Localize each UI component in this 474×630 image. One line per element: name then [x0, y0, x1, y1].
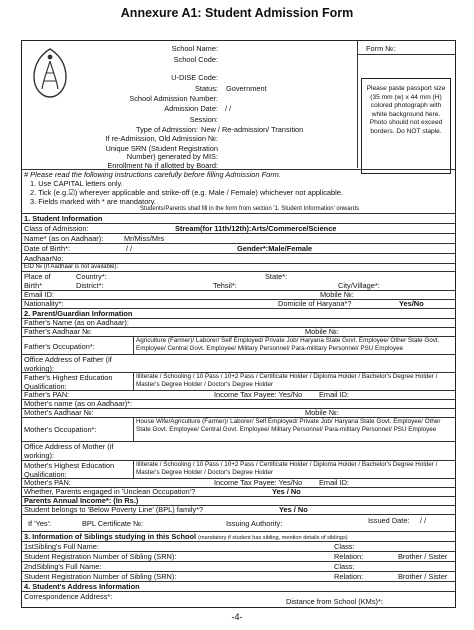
instructions-intro: # Please read the following instructions carefully before filling Admission Form. [24, 170, 281, 179]
instruction-item: 2. Tick (e.g.☑) wherever applicable and strike-off (e.g. Male / Female) whichever not applicable. [30, 188, 343, 197]
place-of-birth-label: Place of [24, 272, 51, 281]
stream-label[interactable]: Stream(for 11th/12th):Arts/Commerce/Science [175, 224, 337, 233]
haryana-emblem-logo [26, 45, 74, 101]
instruction-item: 3. Fields marked with * are mandatory. [30, 197, 156, 206]
instruction-item: 1. Use CAPITAL letters only. [30, 179, 123, 188]
issued-date-label: Issued Date: [368, 516, 410, 525]
class-label: Class of Admission: [24, 224, 89, 233]
sibling-2-class-label: Class: [334, 562, 355, 571]
srn-label-line2: Number) generated by MIS: [126, 152, 218, 161]
unclean-occupation-label: Whether, Parents engaged in 'Unclean Occupation'? [24, 487, 196, 496]
birth-label: Birth* [24, 281, 43, 290]
issued-date-value[interactable]: / / [420, 516, 427, 525]
admission-date-label: Admission Date: [164, 104, 218, 113]
father-education-label: Father's Highest Education Qualification: [24, 373, 113, 391]
admission-date-value[interactable]: / / [225, 104, 232, 113]
readmission-label: If re-Admission, Old Admission №: [105, 134, 218, 143]
father-office-label: Office Address of Father (if working): [24, 355, 112, 373]
form-number-label: Form №: [366, 44, 396, 53]
sibling-1-class-label: Class: [334, 542, 355, 551]
mother-name-label: Mother's name (as on Aadhaar)*: [24, 399, 133, 408]
divider [21, 253, 455, 254]
email-label: Email ID: [24, 290, 54, 299]
father-pan-label: Father's PAN: [24, 390, 70, 399]
salutation-options[interactable]: Mr/Miss/Mrs [124, 234, 165, 243]
distance-label: Distance from School (KMs)*: [286, 597, 383, 606]
mobile-label: Mobile №: [320, 290, 354, 299]
city-label: City/Village*: [338, 281, 380, 290]
photo-placeholder[interactable]: Please paste passport size (35 mm (w) x 44 mm (H) colored photograph with white background here. Photo should not exceed borders. Do NOT staple. [361, 78, 451, 174]
status-value: Government [226, 84, 267, 93]
sibling-2-srn-label: Student Registration Number of Sibling (SRN): [24, 572, 177, 581]
srn-label-line1: Unique SRN (Student Registration [105, 144, 218, 153]
mother-occupation-label: Mother's Occupation*: [24, 425, 97, 434]
section-1-heading: 1. Student Information [24, 214, 103, 223]
section-2-heading: 2. Parent/Guardian Information [24, 309, 133, 318]
bpl-label: Student belongs to 'Below Poverty Line' (BPL) family*? [24, 505, 204, 514]
father-aadhaar-label: Father's Aadhaar №: [24, 327, 93, 336]
issuing-authority-label: Issuing Authority: [226, 519, 283, 528]
father-mobile-label: Mobile №: [305, 327, 339, 336]
domicile-label: Domicile of Haryana*? [278, 299, 352, 308]
aadhaar-label: AadhaarNo: [24, 254, 64, 263]
enrollment-label: Enrollment № if allotted by Board: [107, 161, 218, 170]
mother-email-label: Email ID: [319, 478, 349, 487]
divider [133, 417, 134, 441]
school-name-label: School Name: [171, 44, 218, 53]
father-email-label: Email ID: [319, 390, 349, 399]
dob-label: Date of Birth*: [24, 244, 71, 253]
mother-mobile-label: Mobile №: [305, 408, 339, 417]
sibling-1-srn-label: Student Registration Number of Sibling (SRN): [24, 552, 177, 561]
page-number: -4- [231, 612, 243, 622]
header-divider [357, 40, 358, 168]
gender-options[interactable]: Gender*:Male/Female [237, 244, 313, 253]
section-3-title: 3. Information of Siblings studying in this School [24, 532, 197, 541]
section-3-note: (mandatory if student has sibling, mention details of siblings) [198, 535, 348, 541]
bpl-certificate-label: BPL Certificate №: [82, 519, 144, 528]
admission-type-label: Type of Admission: [135, 125, 198, 134]
eid-label: EID № (If Aadhaar is not available): [24, 264, 119, 270]
state-label: State*: [265, 272, 288, 281]
divider [357, 54, 455, 55]
mother-occupation-options[interactable]: House Wife/Agriculture (Farmer)/ Laborer/ Self Employed/ Private Job/ Haryana State Govt. Employee/ Other State Govt. Employee/ Central Govt. Employee/ Military Personnel/ Para-military Personnel/ PSU Employee [136, 418, 441, 433]
divider [133, 372, 134, 390]
district-label: District*: [76, 281, 104, 290]
sibling-1-relation-label: Relation: [334, 552, 364, 561]
sibling-2-relation-options[interactable]: Brother / Sister [398, 572, 448, 581]
section-4-heading: 4. Student's Address Information [24, 582, 140, 591]
unclean-occupation-options[interactable]: Yes / No [272, 487, 301, 496]
form-title: Annexure A1: Student Admission Form [120, 6, 354, 20]
annual-income-label: Parents Annual Income*: (In Rs.) [24, 496, 139, 505]
father-occupation-options[interactable]: Agriculture (Farmer)/ Laborer/ Self Employed/ Private Job/ Haryana State Govt. Employee/ Other State Govt. Employee/ Central Govt. Employee/ Military Personnel/ Para-military Personnel/ PSU Employee [136, 337, 440, 352]
father-name-label: Father's Name (as on Aadhaar): [24, 318, 129, 327]
correspondence-address-label: Correspondence Address*: [24, 592, 113, 601]
mother-aadhaar-label: Mother's Aadhaar №: [24, 408, 94, 417]
mother-pan-label: Mother's PAN: [24, 478, 71, 487]
sibling-1-relation-options[interactable]: Brother / Sister [398, 552, 448, 561]
mother-tax-payee[interactable]: Income Tax Payee: Yes/No [214, 478, 303, 487]
student-name-label: Name* (as on Aadhaar): [24, 234, 104, 243]
udise-label: U-DISE Code: [171, 73, 218, 82]
sibling-2-relation-label: Relation: [334, 572, 364, 581]
admission-number-label: School Admission Number: [129, 94, 218, 103]
domicile-options[interactable]: Yes/No [399, 299, 424, 308]
admission-type-value[interactable]: New / Re-admission/ Transition [201, 125, 304, 134]
divider [21, 290, 455, 291]
instructions-note: Students/Parents shall fill in the form from section '1. Student Information' onwards [140, 206, 360, 212]
divider [133, 460, 134, 478]
if-yes-label: If 'Yes': [28, 519, 52, 528]
status-label: Status: [194, 84, 218, 93]
divider [21, 299, 455, 300]
father-tax-payee[interactable]: Income Tax Payee: Yes/No [214, 390, 303, 399]
school-code-label: School Code: [173, 55, 218, 64]
nationality-label: Nationality*: [24, 299, 64, 308]
sibling-1-name-label: 1stSibling's Full Name: [24, 542, 99, 551]
country-label: Country*: [76, 272, 107, 281]
father-education-options[interactable]: Illiterate / Schooling / 10 Pass / 10+2 Pass / Certificate Holder / Diploma Holder / Bachelor's Degree Holder / Master's Degree Holder / Doctor's Degree Holder [136, 373, 438, 388]
tehsil-label: Tehsil*: [213, 281, 237, 290]
divider [133, 336, 134, 354]
sibling-2-name-label: 2ndSibling's Full Name: [24, 562, 102, 571]
mother-education-options[interactable]: Illiterate / Schooling / 10 Pass / 10+2 Pass / Certificate Holder / Diploma Holder / Bachelor's Degree Holder / Master's Degree Holder / Doctor's Degree Holder [136, 461, 438, 476]
mother-office-label: Office Address of Mother (if working): [24, 442, 114, 460]
mother-education-label: Mother's Highest Education Qualification: [24, 461, 115, 479]
divider [21, 514, 455, 515]
session-label: Session: [189, 115, 218, 124]
dob-value[interactable]: / / [126, 244, 133, 253]
father-occupation-label: Father's Occupation*: [24, 342, 95, 351]
bpl-options[interactable]: Yes / No [279, 505, 308, 514]
